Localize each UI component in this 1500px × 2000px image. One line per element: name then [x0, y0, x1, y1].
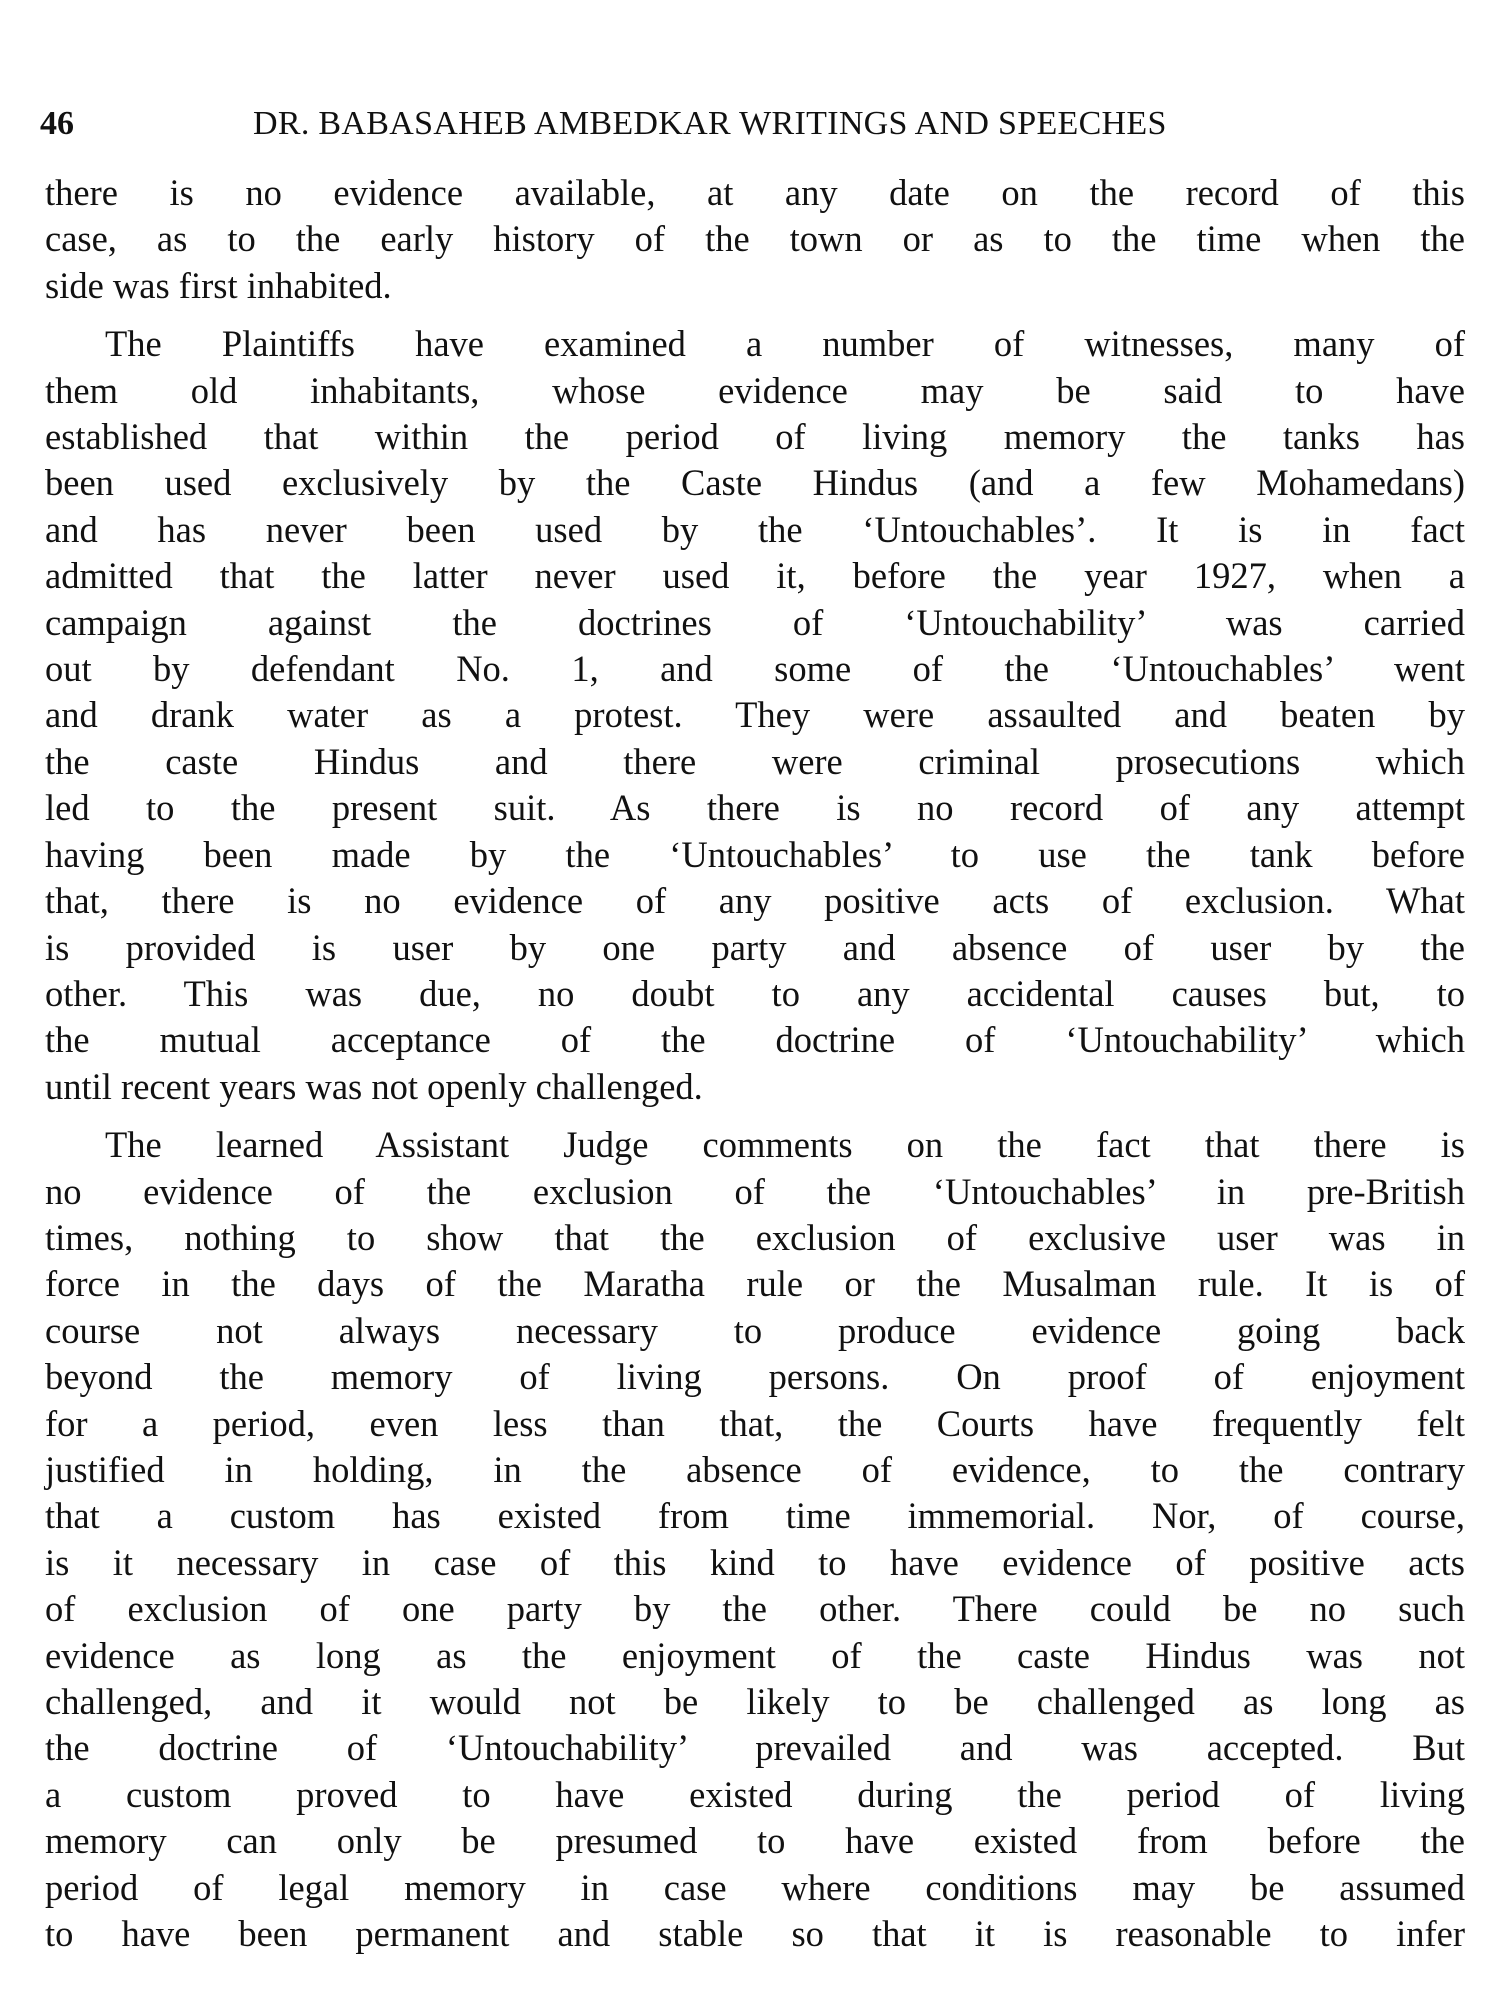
text-line: that a custom has existed from time immemorial. Nor, of course,	[45, 1495, 1465, 1537]
text-line: period of legal memory in case where conditions may be assumed	[45, 1866, 1465, 1908]
text-line: the doctrine of ‘Untouchability’ prevailed and was accepted. But	[45, 1727, 1465, 1769]
text-line: justified in holding, in the absence of evidence, to the contrary	[45, 1448, 1465, 1490]
text-line: side was first inhabited.	[45, 264, 392, 306]
text-line: course not always necessary to produce evidence going back	[45, 1309, 1465, 1351]
text-line: beyond the memory of living persons. On proof of enjoyment	[45, 1356, 1465, 1398]
text-line: no evidence of the exclusion of the ‘Untouchables’ in pre-British	[45, 1170, 1465, 1212]
text-line: them old inhabitants, whose evidence may be said to have	[45, 369, 1465, 411]
text-line: the mutual acceptance of the doctrine of ‘Untouchability’ which	[45, 1019, 1465, 1061]
paragraph-2	[45, 321, 1465, 1110]
text-line: other. This was due, no doubt to any accidental causes but, to	[45, 972, 1465, 1014]
text-line: The Plaintiffs have examined a number of witnesses, many of	[105, 323, 1465, 365]
body-text	[45, 170, 1465, 1969]
text-line: is it necessary in case of this kind to have evidence of positive acts	[45, 1541, 1465, 1583]
page-header	[40, 95, 1460, 145]
text-line: out by defendant No. 1, and some of the ‘Untouchables’ went	[45, 648, 1465, 690]
text-line: that, there is no evidence of any positive acts of exclusion. What	[45, 880, 1465, 922]
text-line: The learned Assistant Judge comments on the fact that there is	[105, 1124, 1465, 1166]
text-line: challenged, and it would not be likely to be challenged as long as	[45, 1681, 1465, 1722]
text-line: force in the days of the Maratha rule or the Musalman rule. It is of	[45, 1263, 1465, 1305]
text-line: is provided is user by one party and absence of user by the	[45, 926, 1465, 968]
text-line: to have been permanent and stable so that it is reasonable to infer	[45, 1913, 1465, 1955]
text-line: the caste Hindus and there were criminal prosecutions which	[45, 740, 1465, 782]
text-line: of exclusion of one party by the other. There could be no such	[45, 1588, 1465, 1630]
text-line: and drank water as a protest. They were assaulted and beaten by	[45, 694, 1465, 736]
text-line: evidence as long as the enjoyment of the caste Hindus was not	[45, 1634, 1465, 1676]
text-line: case, as to the early history of the town or as to the time when the	[45, 218, 1465, 260]
page-number: 46	[40, 105, 74, 142]
text-line: a custom proved to have existed during the period of living	[45, 1773, 1465, 1815]
text-line: having been made by the ‘Untouchables’ to use the tank before	[45, 833, 1465, 875]
text-line: admitted that the latter never used it, before the year 1927, when a	[45, 555, 1465, 597]
paragraph-3	[45, 1122, 1465, 1957]
text-line: and has never been used by the ‘Untouchables’. It is in fact	[45, 508, 1465, 550]
text-line: memory can only be presumed to have existed from before the	[45, 1820, 1465, 1862]
text-line: been used exclusively by the Caste Hindus (and a few Mohamedans)	[45, 462, 1465, 504]
text-line: led to the present suit. As there is no record of any attempt	[45, 787, 1465, 829]
text-line: campaign against the doctrines of ‘Untouchability’ was carried	[45, 601, 1465, 643]
paragraph-1	[45, 170, 1465, 309]
text-line: times, nothing to show that the exclusion of exclusive user was in	[45, 1216, 1465, 1258]
running-title: DR. BABASAHEB AMBEDKAR WRITINGS AND SPEECHES	[253, 105, 1167, 142]
text-line: established that within the period of living memory the tanks has	[45, 416, 1465, 458]
text-line: until recent years was not openly challenged.	[45, 1065, 703, 1107]
text-line: there is no evidence available, at any date on the record of this	[45, 172, 1465, 213]
text-line: for a period, even less than that, the Courts have frequently felt	[45, 1402, 1465, 1444]
